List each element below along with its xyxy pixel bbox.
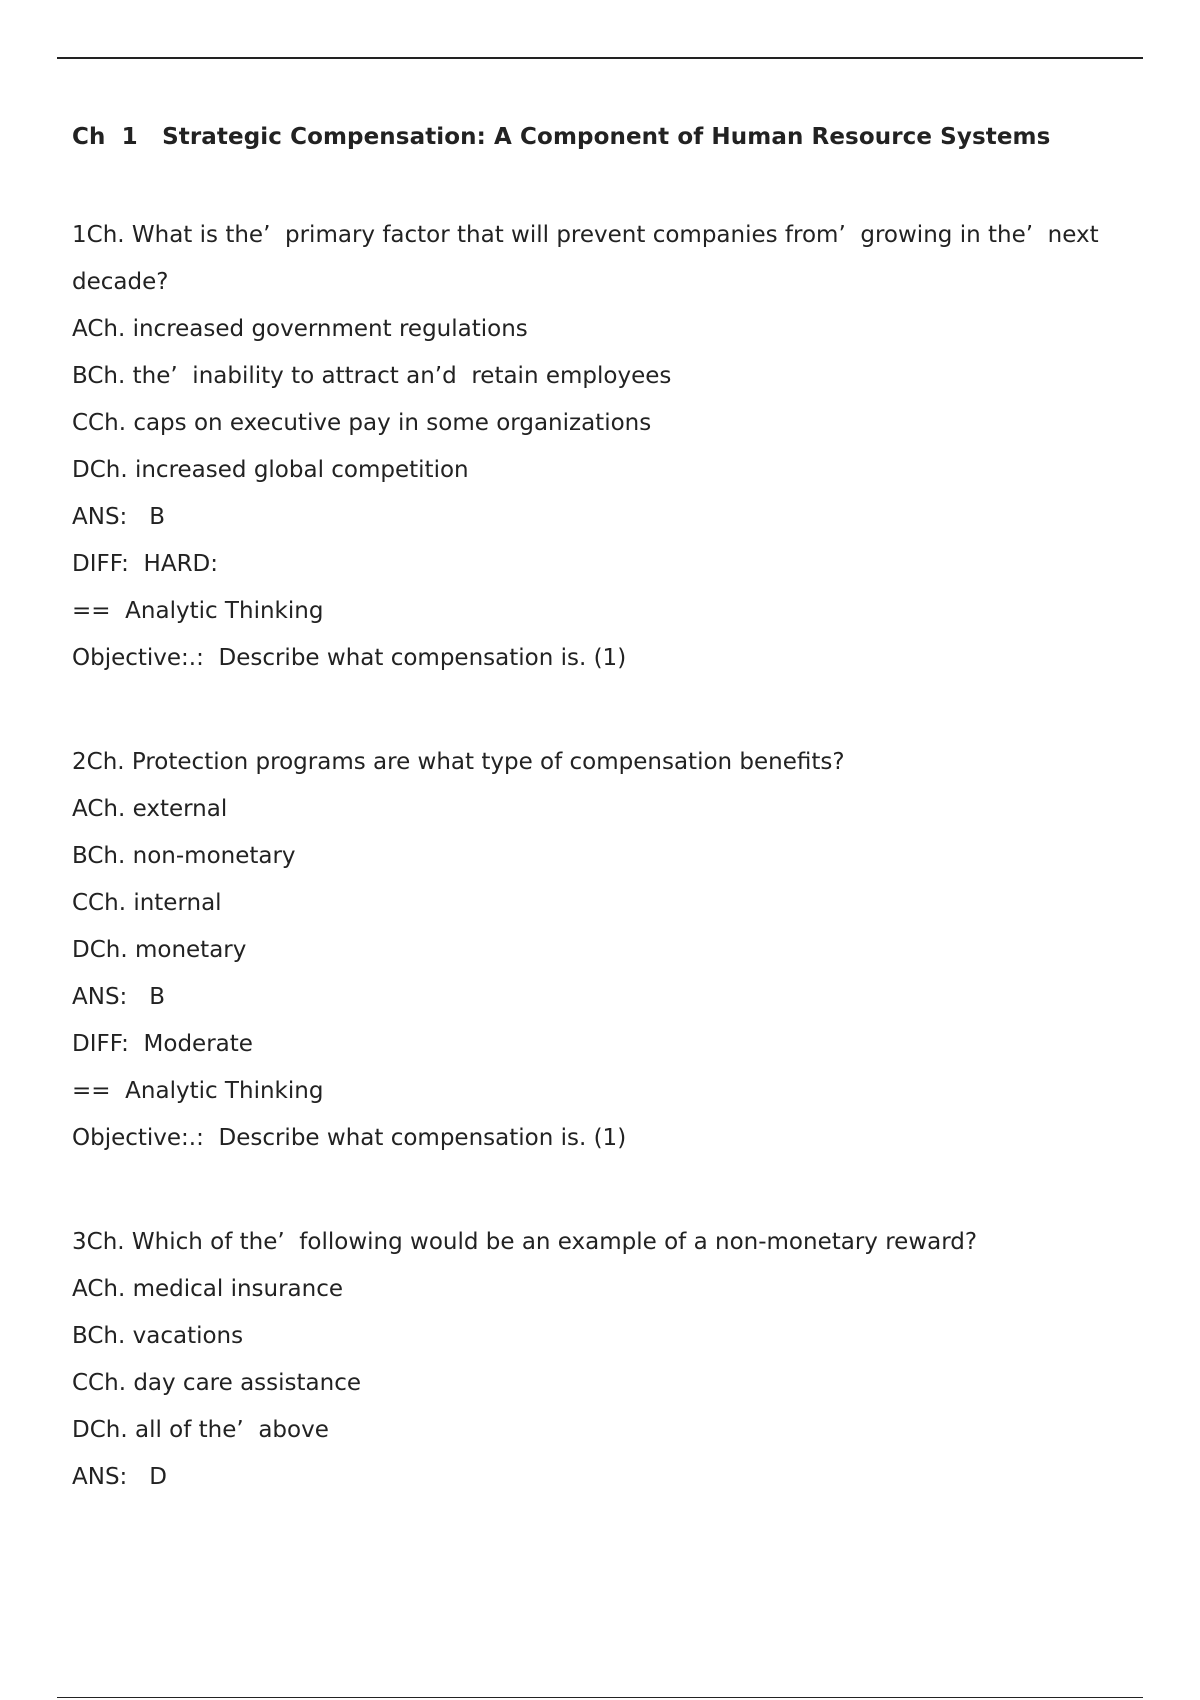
bottom-rule (57, 1697, 1143, 1698)
page-content (72, 120, 1132, 1501)
question-block (72, 212, 1132, 682)
skill: == Analytic Thinking (72, 1078, 324, 1104)
objective: Objective:.: Describe what compensation is. (1) (72, 645, 627, 671)
answer: ANS: B (72, 984, 165, 1010)
chapter-title: Ch 1 Strategic Compensation: A Component of Human Resource Systems (72, 124, 1051, 150)
question-text: 1Ch. What is the’ primary factor that will prevent companies from’ growing in the’ next decade? (72, 222, 1106, 295)
top-rule (57, 57, 1143, 59)
objective: Objective:.: Describe what compensation is. (1) (72, 1125, 627, 1151)
option-d: DCh. increased global competition (72, 457, 469, 483)
option-a: ACh. medical insurance (72, 1276, 344, 1302)
question-block (72, 1219, 1132, 1501)
answer: ANS: B (72, 504, 165, 530)
option-a: ACh. increased government regulations (72, 316, 528, 342)
option-c: CCh. caps on executive pay in some organizations (72, 410, 652, 436)
option-d: DCh. all of the’ above (72, 1417, 329, 1443)
difficulty: DIFF: Moderate (72, 1031, 253, 1057)
option-b: BCh. the’ inability to attract an’d retain employees (72, 363, 672, 389)
difficulty: DIFF: HARD: (72, 551, 219, 577)
option-a: ACh. external (72, 796, 228, 822)
question-block (72, 739, 1132, 1162)
question-text: 2Ch. Protection programs are what type of compensation benefits? (72, 749, 845, 775)
question-text: 3Ch. Which of the’ following would be an example of a non-monetary reward? (72, 1229, 978, 1255)
option-b: BCh. vacations (72, 1323, 244, 1349)
option-c: CCh. day care assistance (72, 1370, 362, 1396)
option-d: DCh. monetary (72, 937, 247, 963)
answer: ANS: D (72, 1464, 167, 1490)
option-c: CCh. internal (72, 890, 222, 916)
skill: == Analytic Thinking (72, 598, 324, 624)
option-b: BCh. non-monetary (72, 843, 296, 869)
